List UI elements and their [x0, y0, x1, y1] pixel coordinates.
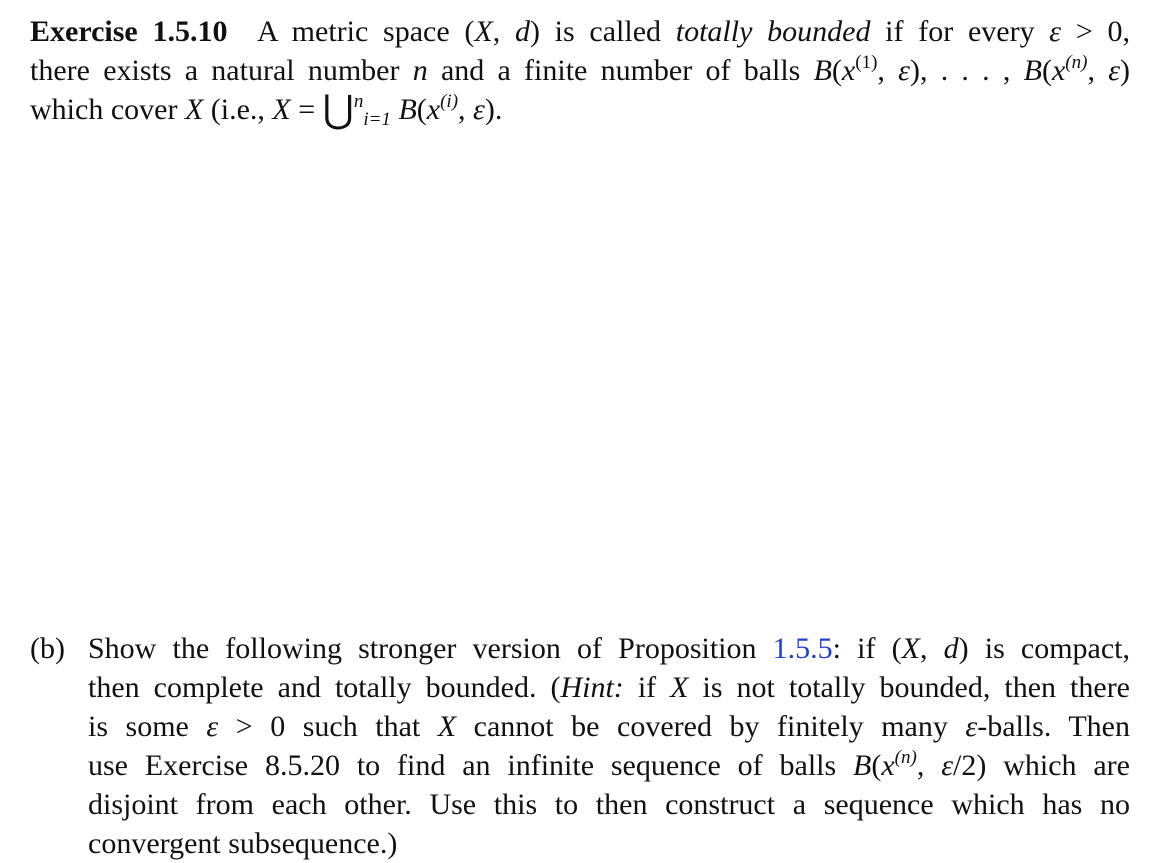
exercise-heading: Exercise 1.5.10 — [30, 15, 228, 48]
text-fragment: ( — [1041, 54, 1052, 87]
text-fragment: is some — [88, 710, 207, 743]
math-var: X — [437, 710, 457, 743]
text-fragment: > 0, — [1061, 15, 1130, 48]
exercise-line-2 — [30, 51, 1130, 90]
text-fragment: if for every — [870, 15, 1050, 48]
text-fragment: ) is called — [529, 15, 676, 48]
text-fragment: , — [877, 54, 899, 87]
math-var: ε — [898, 54, 910, 87]
math-var: x — [841, 54, 856, 87]
math-var: ε — [206, 710, 219, 743]
text-fragment: = — [290, 93, 323, 126]
superscript: (1) — [855, 52, 878, 73]
text-fragment: Show the following stronger version of Proposition — [88, 632, 773, 665]
text-fragment: /2) — [953, 749, 987, 782]
part-b-line-1 — [30, 629, 1130, 668]
text-fragment: ) is compact, — [958, 632, 1131, 665]
union-symbol: ⋃ — [322, 89, 354, 131]
text-fragment: there exists a natural number — [30, 54, 413, 87]
text-fragment: , — [916, 749, 942, 782]
subscript: i=1 — [363, 109, 391, 130]
defined-term: totally bounded — [675, 15, 871, 48]
text-fragment: use Exercise 8.5.20 to find an infinite sequence of balls — [88, 749, 854, 782]
math-var: B — [853, 749, 872, 782]
text-fragment: > 0 such that — [218, 710, 438, 743]
text-fragment: (i.e., — [203, 93, 273, 126]
exercise-definition — [30, 12, 1130, 129]
text-fragment: ( — [871, 749, 882, 782]
text-fragment: , — [458, 93, 474, 126]
math-var: ε — [941, 749, 954, 782]
text-fragment: if — [623, 671, 671, 704]
text-fragment: then complete and totally bounded. ( — [88, 671, 561, 704]
exercise-part-b — [30, 629, 1130, 863]
text-fragment: -balls. Then — [977, 710, 1130, 743]
math-var: B — [813, 54, 832, 87]
math-var: ε — [965, 710, 978, 743]
text-fragment: ( — [831, 54, 842, 87]
part-b-line-3 — [30, 707, 1130, 746]
math-var: d — [943, 632, 959, 665]
part-b-label: (b) — [30, 632, 65, 665]
text-fragment: , — [1087, 54, 1109, 87]
math-var: x — [1051, 54, 1066, 87]
math-var: B — [1023, 54, 1042, 87]
math-var: X — [184, 93, 204, 126]
proposition-link[interactable]: 1.5.5 — [772, 632, 833, 665]
text-fragment: ), . . . , — [909, 54, 1024, 87]
superscript: (n) — [894, 747, 917, 768]
math-var: n — [412, 54, 428, 87]
text-fragment: ) — [1120, 54, 1131, 87]
text-fragment: which cover — [30, 93, 185, 126]
math-var: x — [881, 749, 895, 782]
math-var: X — [901, 632, 920, 665]
math-var: X — [670, 671, 689, 704]
text-fragment: A metric space ( — [256, 15, 475, 48]
math-var: B — [398, 93, 417, 126]
superscript: (i) — [440, 91, 459, 112]
text-fragment: is not totally bounded, then there — [688, 671, 1130, 704]
math-var: ε — [1049, 15, 1062, 48]
exercise-line-1 — [30, 12, 1130, 51]
math-var: x — [426, 93, 441, 126]
text-fragment: ( — [416, 93, 427, 126]
math-var: ε — [1108, 54, 1121, 87]
superscript: n — [353, 91, 364, 112]
part-b-line-2 — [30, 668, 1130, 707]
math-var: X — [272, 93, 291, 126]
superscript: (n) — [1065, 52, 1088, 73]
text-fragment: and a finite number of balls — [427, 54, 814, 87]
text-fragment: , — [919, 632, 944, 665]
part-b-line-6: convergent subsequence.) — [88, 827, 398, 860]
exercise-line-3 — [30, 90, 1130, 129]
math-var: d — [514, 15, 530, 48]
math-var: ε — [473, 93, 485, 126]
part-b-line-5: disjoint from each other. Use this to then construct a sequence which has no — [88, 788, 1130, 821]
text-fragment: , — [492, 15, 515, 48]
part-b-line-4 — [30, 746, 1130, 785]
text-fragment: ). — [484, 93, 503, 126]
math-var: X — [474, 15, 493, 48]
text-fragment: which are — [986, 749, 1130, 782]
text-fragment: : if ( — [832, 632, 902, 665]
hint-label: Hint: — [560, 671, 624, 704]
text-fragment: cannot be covered by finitely many — [456, 710, 966, 743]
